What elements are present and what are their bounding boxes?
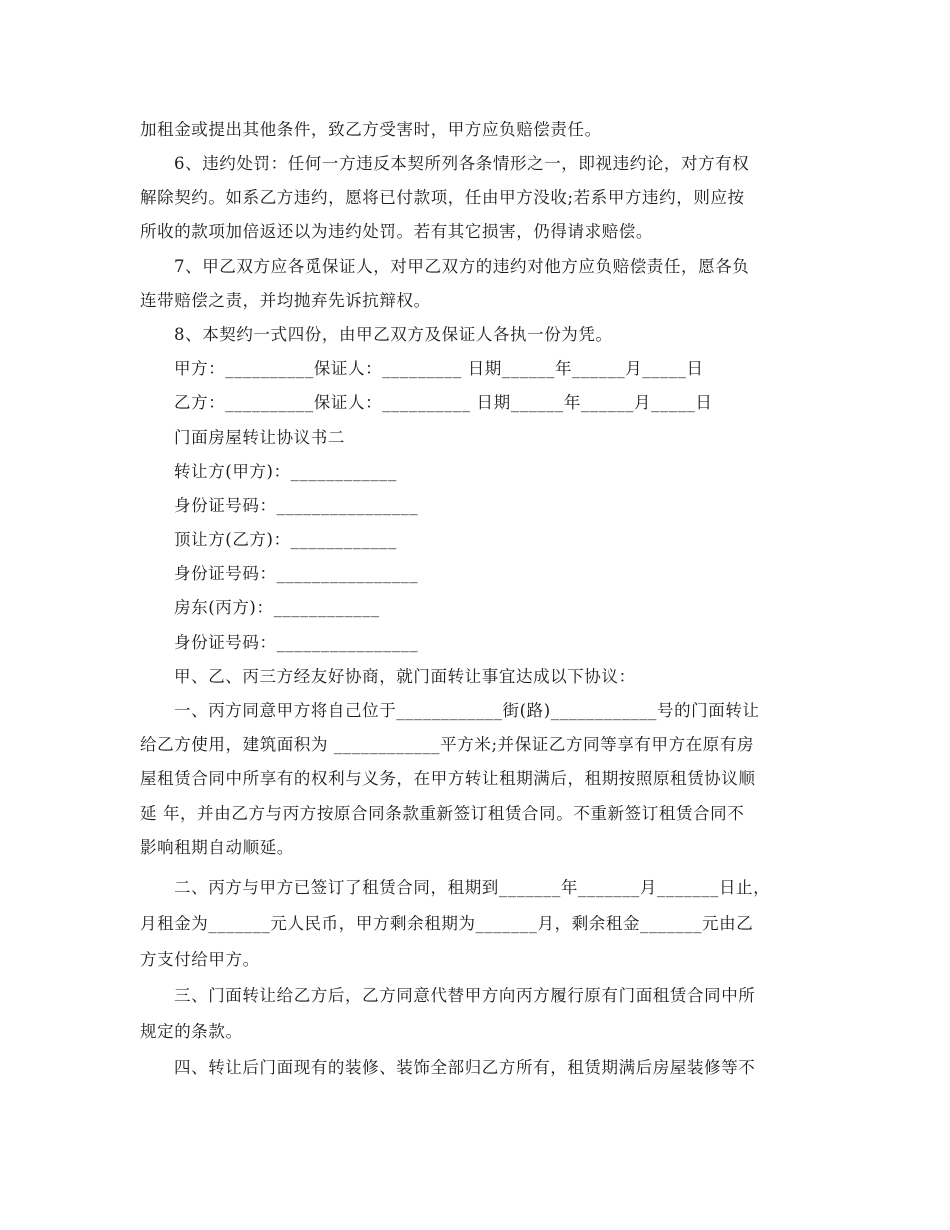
text-line: 给乙方使用，建筑面积为 ____________平方米;并保证乙方同等享有甲方在原有房 — [140, 735, 755, 754]
text-line: 方支付给甲方。 — [140, 950, 260, 969]
signature-line-party-b: 乙方：__________保证人：__________ 日期______年______月_____日 — [174, 393, 713, 412]
form-field-transferor: 转让方(甲方)：____________ — [174, 462, 397, 481]
text-line: 延 年，并由乙方与丙方按原合同条款重新签订租赁合同。不重新签订租赁合同不 — [140, 804, 745, 823]
text-line: 6、违约处罚：任何一方违反本契所列各条情形之一，即视违约论，对方有权 — [174, 154, 750, 173]
text-line: 加租金或提出其他条件，致乙方受害时，甲方应负赔偿责任。 — [140, 120, 602, 139]
text-line: 甲、乙、丙三方经友好协商，就门面转让事宜达成以下协议： — [174, 667, 636, 686]
form-field-transferee: 顶让方(乙方)：____________ — [174, 530, 397, 549]
text-line: 月租金为_______元人民币，甲方剩余租期为_______月，剩余租金_______元由乙 — [140, 914, 754, 933]
form-field-landlord: 房东(丙方)：____________ — [174, 598, 380, 617]
section-title: 门面房屋转让协议书二 — [174, 428, 345, 447]
text-line: 所收的款项加倍返还以为违约处罚。若有其它损害，仍得请求赔偿。 — [140, 222, 653, 241]
text-line: 四、转让后门面现有的装修、装饰全部归乙方所有，租赁期满后房屋装修等不 — [174, 1058, 756, 1077]
text-line: 屋租赁合同中所享有的权利与义务，在甲方转让租期满后，租期按照原租赁协议顺 — [140, 769, 756, 788]
text-line: 一、丙方同意甲方将自己位于____________街(路)____________号的门面转让 — [174, 701, 760, 720]
text-line: 二、丙方与甲方已签订了租赁合同，租期到_______年_______月_______日止， — [174, 878, 771, 897]
form-field-id-number: 身份证号码：________________ — [174, 496, 419, 515]
text-line: 三、门面转让给乙方后，乙方同意代替甲方向丙方履行原有门面租赁合同中所 — [174, 986, 756, 1005]
text-line: 连带赔偿之责，并均抛弃先诉抗辩权。 — [140, 291, 431, 310]
text-line: 7、甲乙双方应各觅保证人，对甲乙双方的违约对他方应负赔偿责任，愿各负 — [174, 257, 750, 276]
text-line: 规定的条款。 — [140, 1022, 243, 1041]
text-line: 8、本契约一式四份，由甲乙双方及保证人各执一份为凭。 — [174, 325, 613, 344]
signature-line-party-a: 甲方：__________保证人：_________ 日期______年______月_____日 — [174, 359, 704, 378]
text-line: 解除契约。如系乙方违约，愿将已付款项，任由甲方没收;若系甲方违约，则应按 — [140, 188, 745, 207]
form-field-id-number: 身份证号码：________________ — [174, 633, 419, 652]
form-field-id-number: 身份证号码：________________ — [174, 564, 419, 583]
text-line: 影响租期自动顺延。 — [140, 838, 294, 857]
